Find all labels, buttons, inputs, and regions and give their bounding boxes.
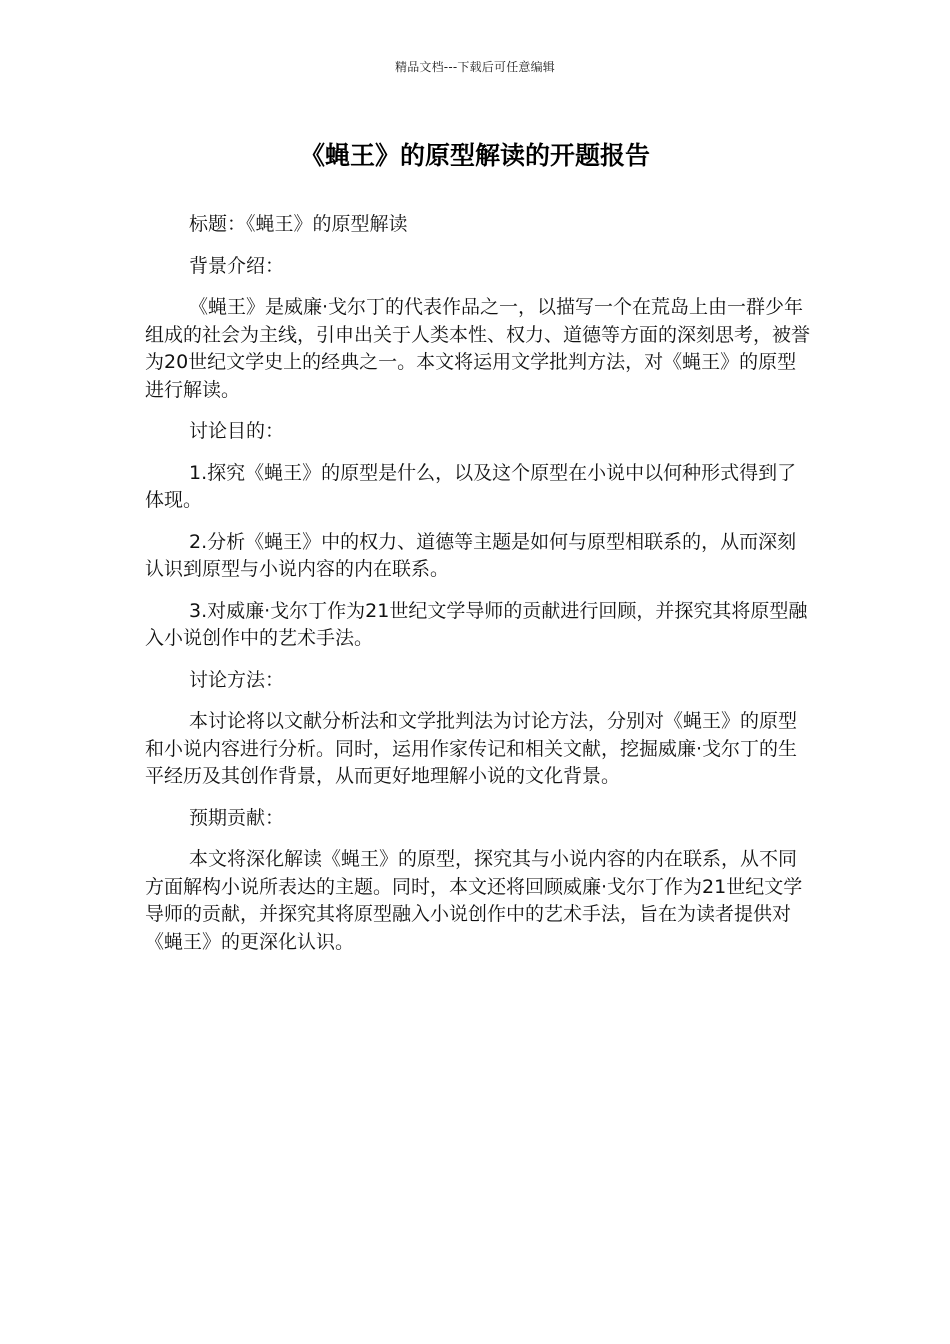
section-label-method: 讨论方法： — [189, 668, 285, 691]
section-label-contribution: 预期贡献： — [189, 806, 285, 829]
title-line: 标题：《蝇王》的原型解读 — [189, 213, 408, 235]
paragraph-purpose-3: 3.对威廉·戈尔丁作为21世纪文学导师的贡献进行回顾，并探究其将原型融入小说创作中的艺术手法。 — [145, 599, 808, 649]
paragraph-background: 《蝇王》是威廉·戈尔丁的代表作品之一，以描写一个在荒岛上由一群少年组成的社会为主线，引申出关于人类本性、权力、道德等方面的深刻思考，被誉为20世纪文学史上的经典之一。本文将运用文学批判方法，对《蝇王》的原型进行解读。 — [145, 296, 811, 401]
paragraph-method: 本讨论将以文献分析法和文学批判法为讨论方法，分别对《蝇王》的原型和小说内容进行分析。同时，运用作家传记和相关文献，挖掘威廉·戈尔丁的生平经历及其创作背景，从而更好地理解小说的文化背景。 — [145, 710, 798, 787]
paragraph-contribution: 本文将深化解读《蝇王》的原型，探究其与小说内容的内在联系，从不同方面解构小说所表达的主题。同时，本文还将回顾威廉·戈尔丁作为21世纪文学导师的贡献，并探究其将原型融入小说创作中的艺术手法，旨在为读者提供对《蝇王》的更深化认识。 — [145, 848, 803, 953]
section-label-purpose: 讨论目的： — [189, 420, 285, 442]
document-body — [145, 211, 815, 970]
header-note: 精品文档---下载后可任意编辑 — [395, 60, 555, 74]
section-label-background: 背景介绍： — [189, 254, 285, 277]
paragraph-purpose-2: 2.分析《蝇王》中的权力、道德等主题是如何与原型相联系的，从而深刻认识到原型与小说内容的内在联系。 — [145, 530, 797, 580]
paragraph-purpose-1: 1.探究《蝇王》的原型是什么，以及这个原型在小说中以何种形式得到了体现。 — [145, 461, 797, 511]
document-title: 《蝇王》的原型解读的开题报告 — [299, 141, 650, 170]
